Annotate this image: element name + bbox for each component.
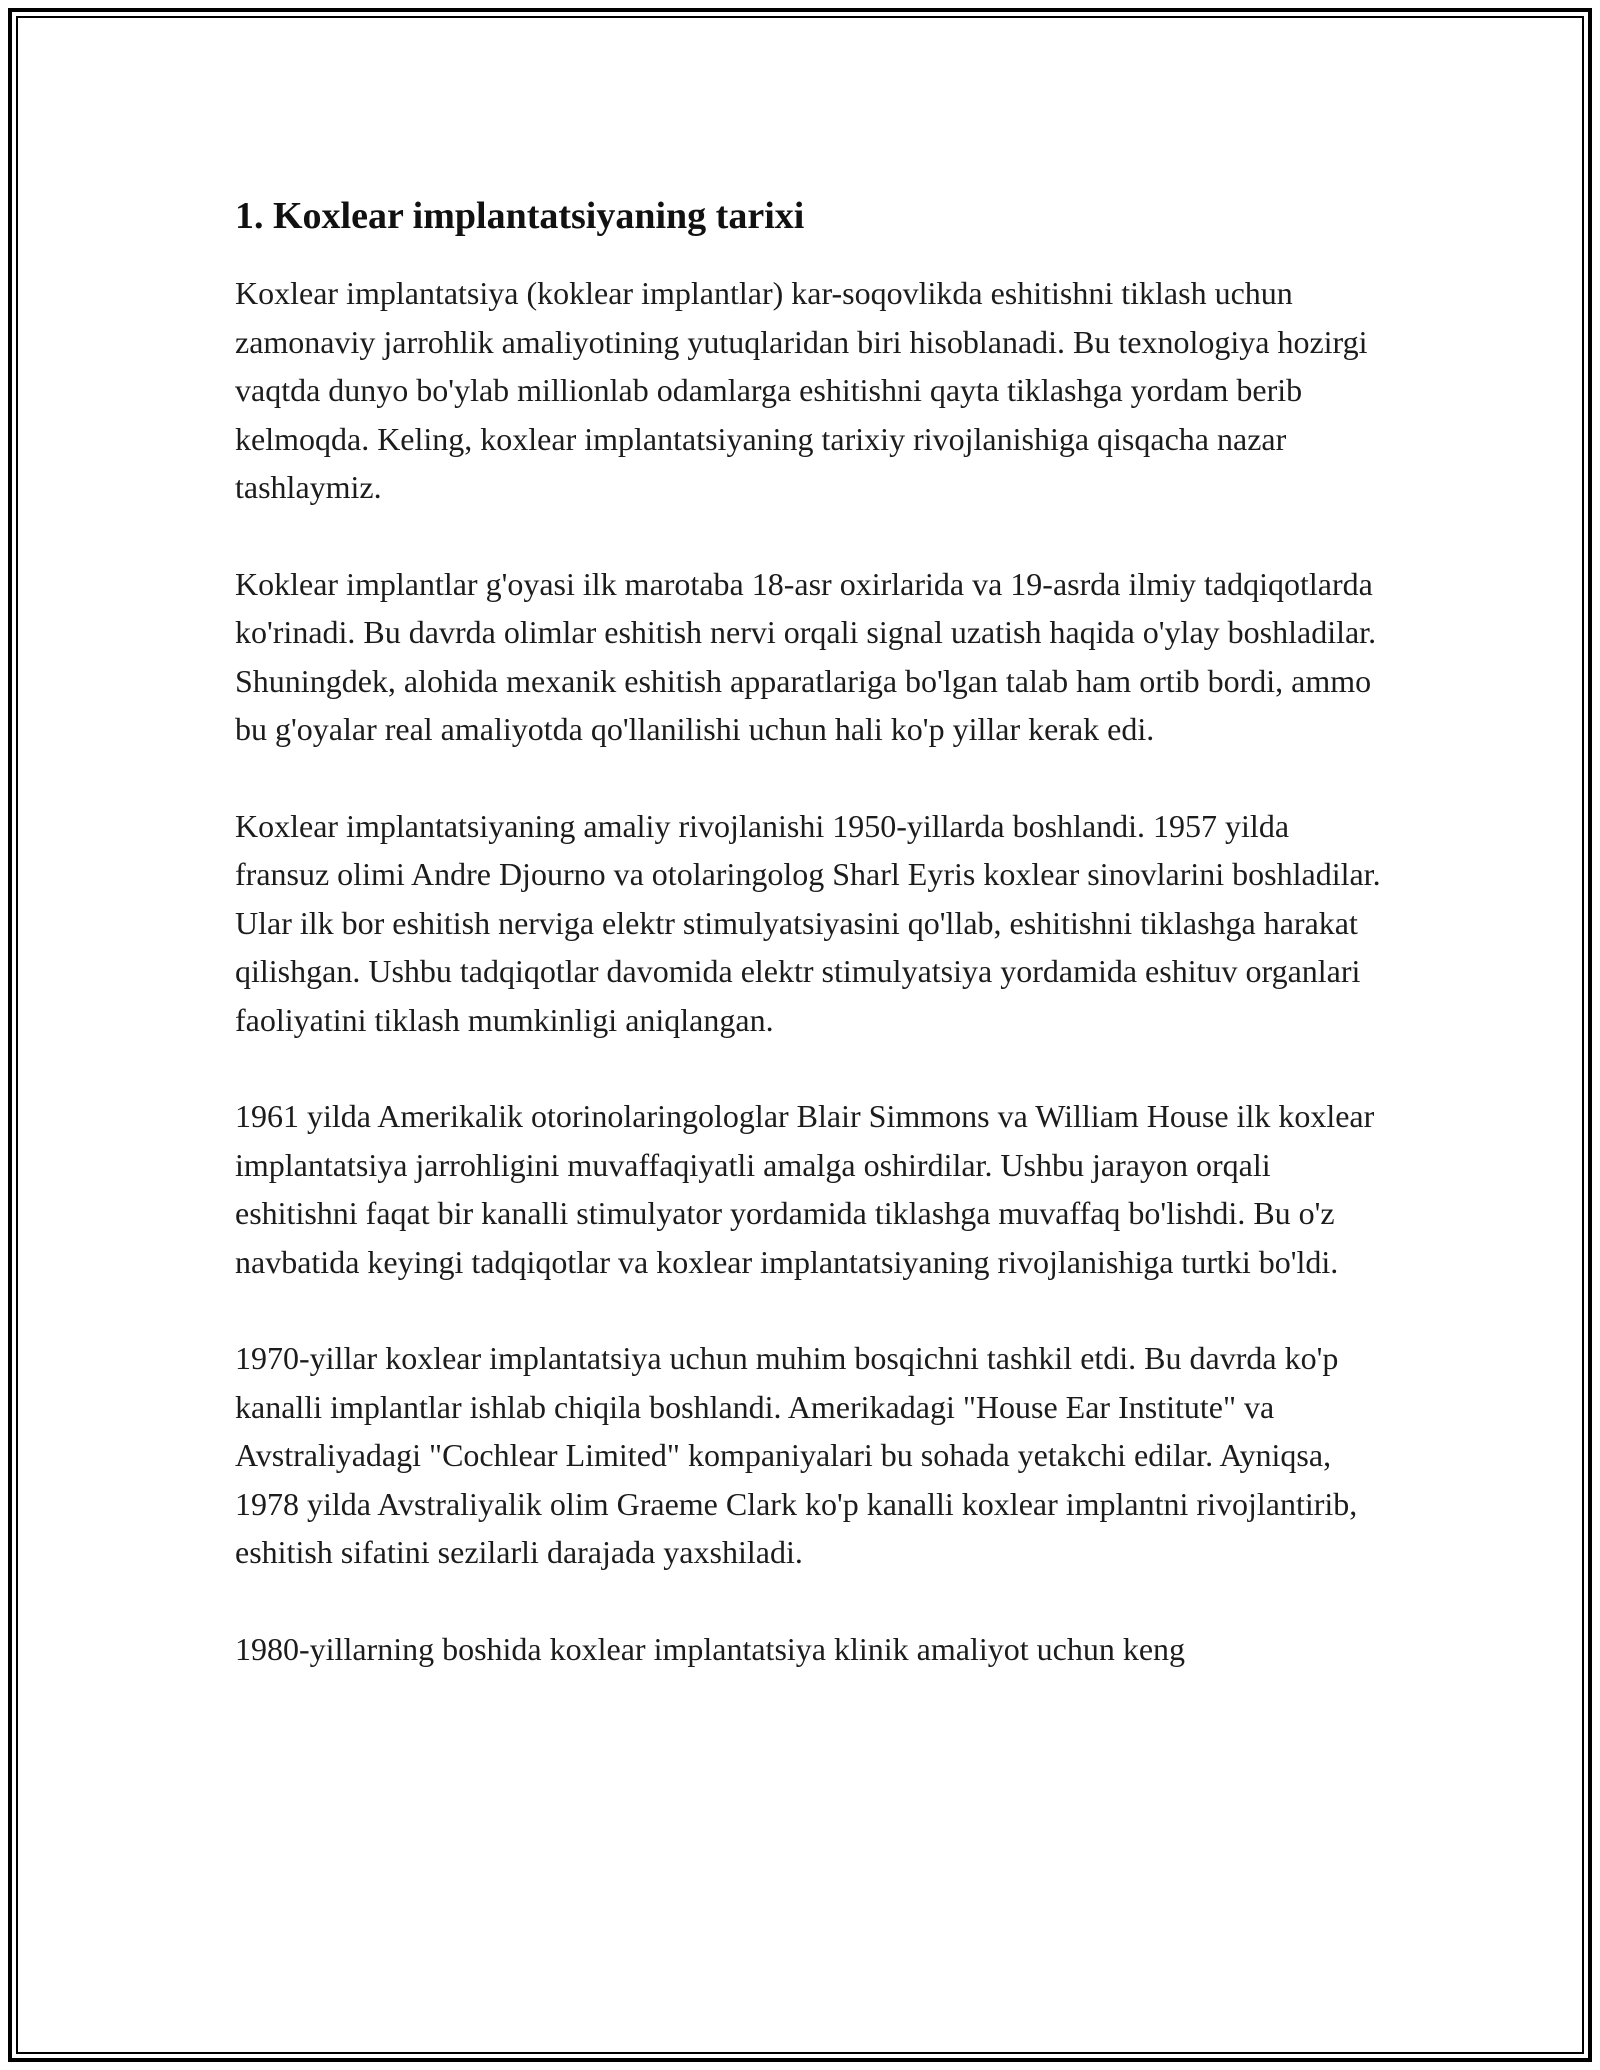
paragraph-1961: 1961 yilda Amerikalik otorinolaringologlar Blair Simmons va William House ilk koxlear implantatsiya jarrohligini muvaffaqiyatli amalga oshirdilar. Ushbu jarayon orqali eshitishni faqat bir kanalli stimulyator yordamida tiklashga muvaffaq bo'lishdi. Bu o'z navbatida keyingi tadqiqotlar va koxlear implantatsiyaning rivojlanishiga turtki bo'ldi. — [235, 1098, 1375, 1280]
paragraph-1970s: 1970-yillar koxlear implantatsiya uchun muhim bosqichni tashkil etdi. Bu davrda ko'p kanalli implantlar ishlab chiqila boshlandi. Amerikadagi "House Ear Institute" va Avstraliyadagi "Cochlear Limited" kompaniyalari bu sohada yetakchi edilar. Ayniqsa, 1978 yilda Avstraliyalik olim Graeme Clark ko'p kanalli koxlear implantni rivojlantirib, eshitish sifatini sezilarli darajada yaxshiladi. — [235, 1340, 1358, 1570]
section-heading: 1. Koxlear implantatsiyaning tarixi — [235, 195, 805, 237]
paragraph-early-ideas: Koklear implantlar g'oyasi ilk marotaba 18-asr oxirlarida va 19-asrda ilmiy tadqiqotlarda ko'rinadi. Bu davrda olimlar eshitish nervi orqali signal uzatish haqida o'ylay boshladilar. Shuningdek, alohida mexanik eshitish apparatlariga bo'lgan talab ham ortib bordi, ammo bu g'oyalar real amaliyotda qo'llanilishi uchun hali ko'p yillar kerak edi. — [235, 565, 1377, 747]
paragraph-1950s: Koxlear implantatsiyaning amaliy rivojlanishi 1950-yillarda boshlandi. 1957 yilda fransuz olimi Andre Djourno va otolaringolog Sharl Eyris koxlear sinovlarini boshladilar. Ular ilk bor eshitish nerviga elektr stimulyatsiyasini qo'llab, eshitishni tiklashga harakat qilishgan. Ushbu tadqiqotlar davomida elektr stimulyatsiya yordamida eshituv organlari faoliyatini tiklash mumkinligi aniqlangan. — [235, 807, 1381, 1038]
paragraph-1980s: 1980-yillarning boshida koxlear implantatsiya klinik amaliyot uchun keng — [235, 1630, 1186, 1667]
paragraph-intro: Koxlear implantatsiya (koklear implantlar) kar-soqovlikda eshitishni tiklash uchun zamonaviy jarrohlik amaliyotining yutuqlaridan biri hisoblanadi. Bu texnologiya hozirgi vaqtda dunyo bo'ylab millionlab odamlarga eshitishni qayta tiklashga yordam berib kelmoqda. Keling, koxlear implantatsiyaning tarixiy rivojlanishiga qisqacha nazar tashlaymiz. — [235, 275, 1368, 505]
document-body — [235, 183, 1385, 1721]
